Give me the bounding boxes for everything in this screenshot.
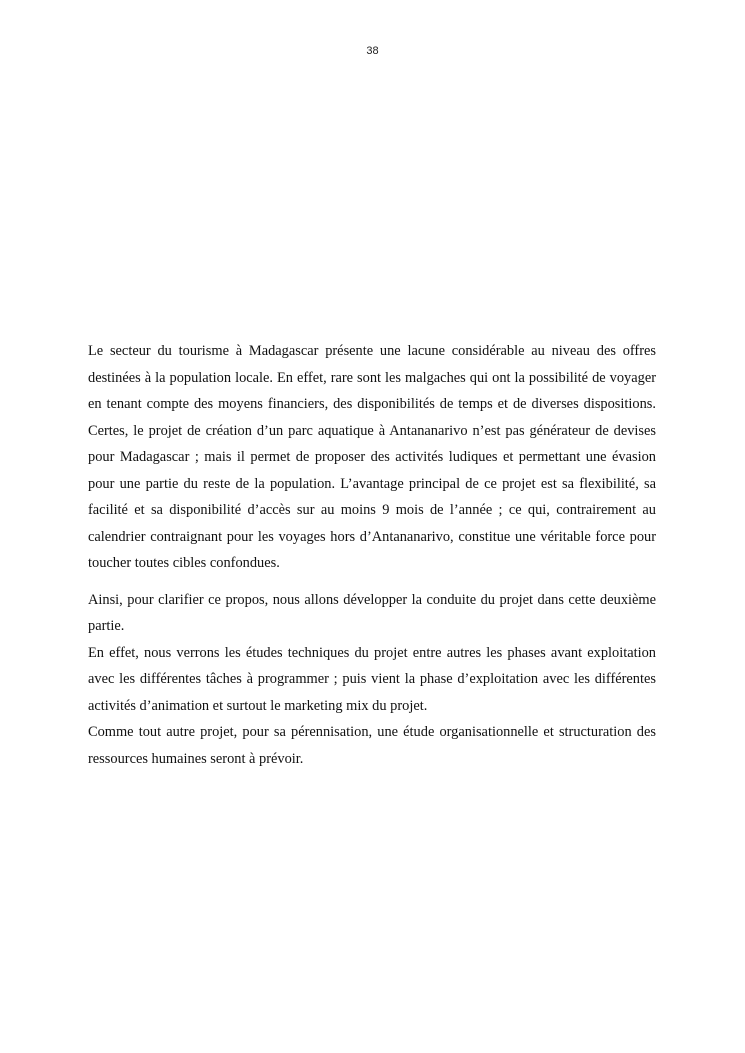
paragraph-technical-studies: En effet, nous verrons les études techniques du projet entre autres les phases avant exploitation avec les différentes tâches à programmer ; puis vient la phase d’exploitation avec les différentes activités d’animation et surtout le marketing mix du projet. <box>88 644 656 714</box>
paragraph-organisational-study: Comme tout autre projet, pour sa pérennisation, une étude organisationnelle et structuration des ressources humaines seront à prévoir. <box>88 724 656 767</box>
page-number: 38 <box>366 45 379 57</box>
paragraph-tourism-sector: Le secteur du tourisme à Madagascar présente une lacune considérable au niveau des offres destinées à la population locale. En effet, rare sont les malgaches qui ont la possibilité de voyager en tenant compte des moyens financiers, des disponibilités de temps et de diverses dispositions. Certes, le projet de création d’un parc aquatique à Antananarivo n’est pas générateur de devises pour Madagascar ; mais il permet de proposer des activités ludiques et permettant une évasion pour une partie du reste de la population. L’avantage principal de ce projet est sa flexibilité, sa facilité et sa disponibilité d’accès sur au moins 9 mois de l’année ; ce qui, contrairement au calendrier contraignant pour les voyages hors d’Antananarivo, constitue une véritable force pour toucher toutes cibles confondues. <box>88 343 656 571</box>
body-text <box>88 338 656 772</box>
paragraph-project-conduct: Ainsi, pour clarifier ce propos, nous allons développer la conduite du projet dans cette deuxième partie. <box>88 591 656 634</box>
